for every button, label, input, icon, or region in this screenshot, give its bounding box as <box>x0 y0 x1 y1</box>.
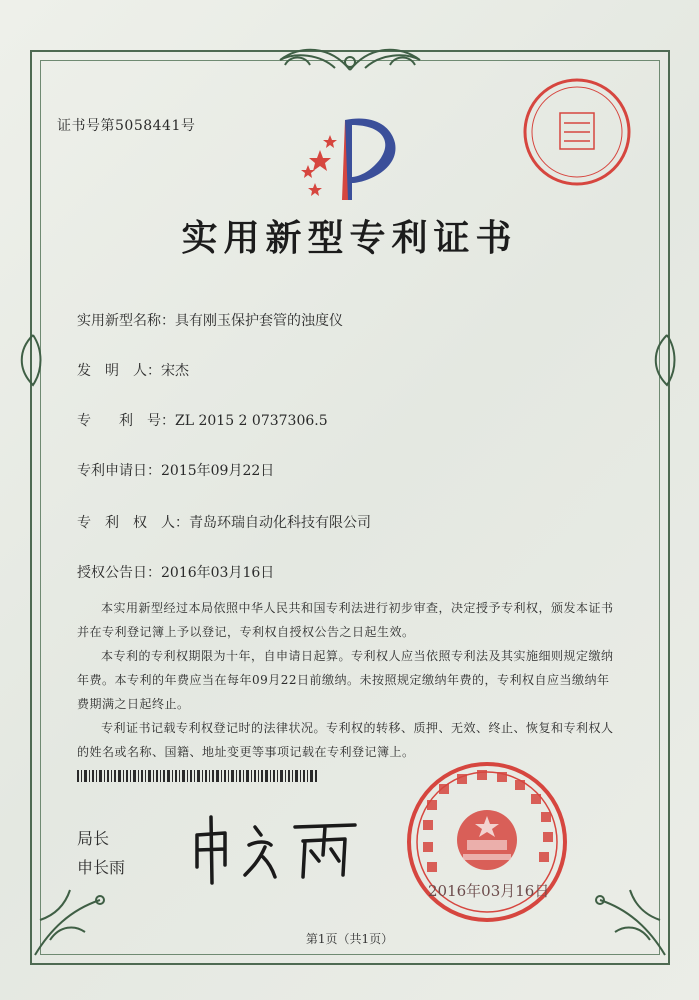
inventor-label: 发 明 人： <box>77 363 161 379</box>
certificate-number: 证书号第5058441号 <box>57 118 196 134</box>
director-name: 申长雨 <box>77 858 126 877</box>
certificate-title: 实用新型专利证书 <box>181 217 518 259</box>
director-signature <box>185 805 375 890</box>
grant-date-row <box>77 562 274 582</box>
right-ornament <box>652 330 682 390</box>
inventor-value: 宋杰 <box>161 363 189 379</box>
top-red-seal-icon <box>520 75 635 190</box>
barcode-icon <box>77 770 317 782</box>
grant-date-value: 2016年03月16日 <box>161 565 275 581</box>
paragraph-term: 本专利的专利权期限为十年，自申请日起算。专利权人应当依照专利法及其实施细则规定缴纳年费。本专利的年费应当在每年09月22日前缴纳。未按照规定缴纳年费的，专利权自应当缴纳年费期满之日起终止。 <box>77 649 614 711</box>
utility-model-name-value: 具有刚玉保护套管的浊度仪 <box>175 313 343 329</box>
patentee-row <box>77 512 371 532</box>
utility-model-name-row <box>77 310 343 330</box>
patent-office-logo-icon <box>290 105 410 205</box>
patent-number-row <box>77 410 328 430</box>
seal-date: 2016年03月16日 <box>428 882 550 900</box>
director-title: 局长 <box>77 829 110 848</box>
page-number: 第1页（共1页） <box>305 932 394 946</box>
patent-number-value: ZL 2015 2 0737306.5 <box>175 413 328 429</box>
grant-date-label: 授权公告日： <box>77 565 161 581</box>
left-ornament <box>18 330 48 390</box>
patentee-value: 青岛环瑞自动化科技有限公司 <box>189 515 371 531</box>
utility-model-name-label: 实用新型名称： <box>77 313 175 329</box>
application-date-label: 专利申请日： <box>77 463 161 479</box>
patent-number-label: 专 利 号： <box>77 413 175 429</box>
application-date-row <box>77 460 274 480</box>
paragraph-grant: 本实用新型经过本局依照中华人民共和国专利法进行初步审查，决定授予专利权，颁发本证书并在专利登记簿上予以登记，专利权自授权公告之日起生效。 <box>77 601 614 639</box>
inventor-row <box>77 360 189 380</box>
patentee-label: 专 利 权 人： <box>77 515 189 531</box>
paragraph-legal-status: 专利证书记载专利权登记时的法律状况。专利权的转移、质押、无效、终止、恢复和专利权人的姓名或名称、国籍、地址变更等事项记载在专利登记簿上。 <box>77 721 614 759</box>
top-ornament <box>250 40 450 80</box>
application-date-value: 2015年09月22日 <box>161 463 275 479</box>
